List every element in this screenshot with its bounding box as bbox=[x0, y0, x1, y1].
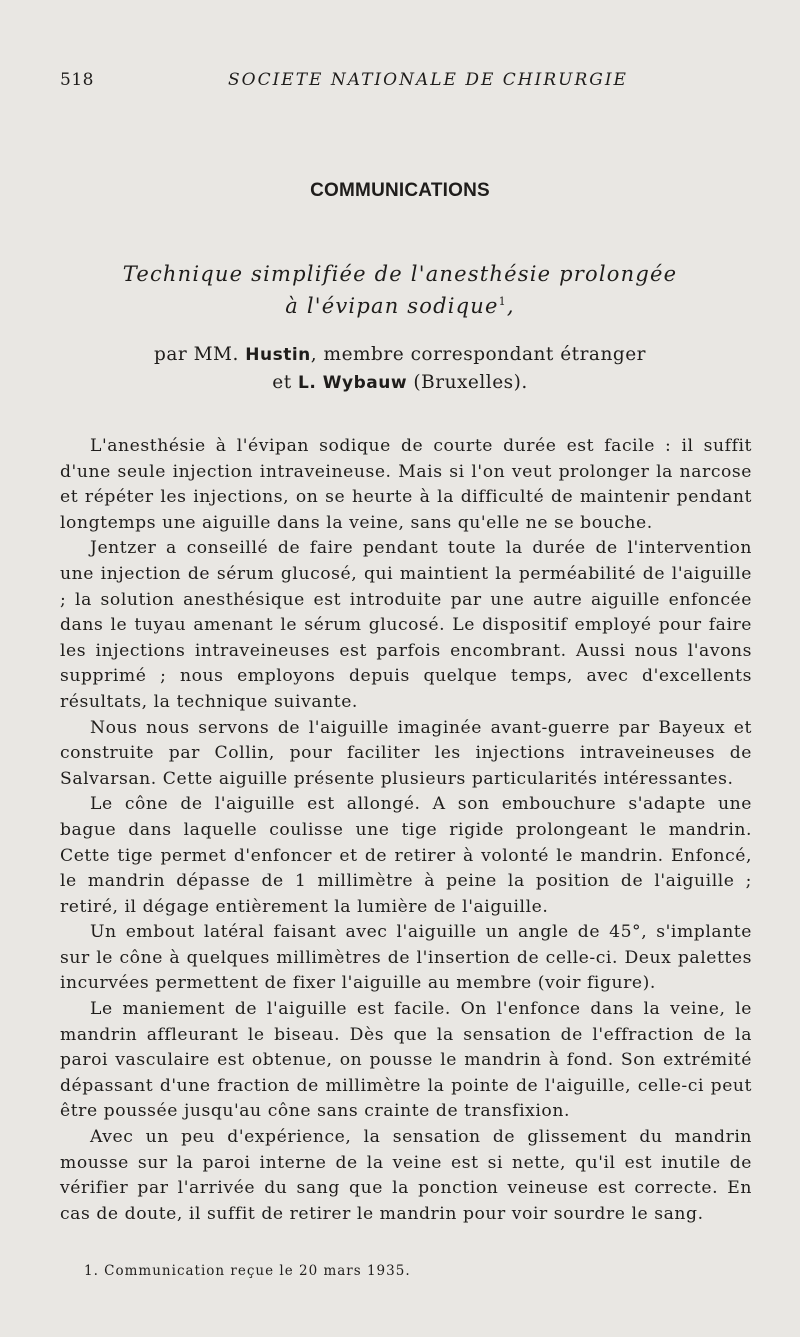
byline-line2 bbox=[0, 369, 800, 397]
article-title-line1: Technique simplifiée de l'anesthésie prolongée bbox=[122, 262, 678, 286]
paragraph: Le maniement de l'aiguille est facile. On l'enfonce dans la veine, le mandrin affleurant le biseau. Dès que la sensation de l'effraction de la paroi vasculaire est obtenue, on pousse le mandrin à fond. Son extrémité dépassant d'une fraction de millimètre la pointe de l'aiguille, celle-ci peut être poussée jusqu'au cône sans crainte de transfixion. bbox=[60, 999, 752, 1122]
article-body bbox=[60, 434, 752, 1227]
running-head: SOCIETE NATIONALE DE CHIRURGIE bbox=[228, 70, 628, 90]
footnote: 1. Communication reçue le 20 mars 1935. bbox=[84, 1263, 411, 1279]
article-title bbox=[0, 260, 800, 320]
footnote-marker: 1 bbox=[498, 295, 507, 308]
paragraph: Le cône de l'aiguille est allongé. A son embouchure s'adapte une bague dans laquelle coulisse une tige rigide prolongeant le mandrin. Cette tige permet d'enfoncer et de retirer à volonté le mandrin. Enfoncé, le mandrin dépasse de 1 millimètre à peine la position de l'aiguille ; retiré, il dégage entièrement la lumière de l'aiguille. bbox=[60, 794, 752, 917]
page-header bbox=[60, 70, 750, 96]
article-title-trailing: , bbox=[506, 294, 515, 318]
byline-connector: et bbox=[272, 372, 292, 393]
section-title: COMMUNICATIONS bbox=[310, 180, 490, 201]
byline-prefix: par MM. bbox=[153, 344, 239, 365]
paragraph: Jentzer a conseillé de faire pendant toute la durée de l'intervention une injection de sérum glucosé, qui maintient la perméabilité de l'aiguille ; la solution anesthésique est introduite par une autre aiguille enfoncée dans le tuyau amenant le sérum glucosé. Le dispositif employé pour faire les injections intraveineuses est parfois encombrant. Aussi nous l'avons supprimé ; nous employons depuis quelque temps, avec d'excellents résultats, la technique suivante. bbox=[60, 538, 752, 712]
byline bbox=[0, 341, 800, 397]
byline-line1 bbox=[0, 341, 800, 369]
paragraph: Nous nous servons de l'aiguille imaginée avant-guerre par Bayeux et construite par Collin, pour faciliter les injections intraveineuses de Salvarsan. Cette aiguille présente plusieurs particularités intéressantes. bbox=[60, 717, 752, 789]
page-number: 518 bbox=[60, 70, 94, 90]
paragraph: Avec un peu d'expérience, la sensation de glissement du mandrin mousse sur la paroi interne de la veine est si nette, qu'il est inutile de vérifier par l'arrivée du sang que la ponction veineuse est correcte. En cas de doute, il suffit de retirer le mandrin pour voir sourdre le sang. bbox=[60, 1127, 752, 1224]
paragraph: Un embout latéral faisant avec l'aiguille un angle de 45°, s'implante sur le cône à quelques millimètres de l'insertion de celle-ci. Deux palettes incurvées permettent de fixer l'aiguille au membre (voir figure). bbox=[60, 922, 752, 994]
article-title-line2 bbox=[0, 288, 800, 320]
author-1-role: , membre correspondant étranger bbox=[310, 344, 647, 365]
author-2-place: (Bruxelles). bbox=[407, 372, 528, 393]
author-2: L. Wybauw bbox=[298, 373, 408, 393]
paragraph: L'anesthésie à l'évipan sodique de courte durée est facile : il suffit d'une seule injection intraveineuse. Mais si l'on veut prolonger la narcose et répéter les injections, on se heurte à la difficulté de maintenir pendant longtemps une aiguille dans la veine, sans qu'elle ne se bouche. bbox=[60, 436, 752, 533]
article-title-line2-text: à l'évipan sodique bbox=[285, 294, 499, 318]
author-1: Hustin bbox=[245, 345, 311, 365]
